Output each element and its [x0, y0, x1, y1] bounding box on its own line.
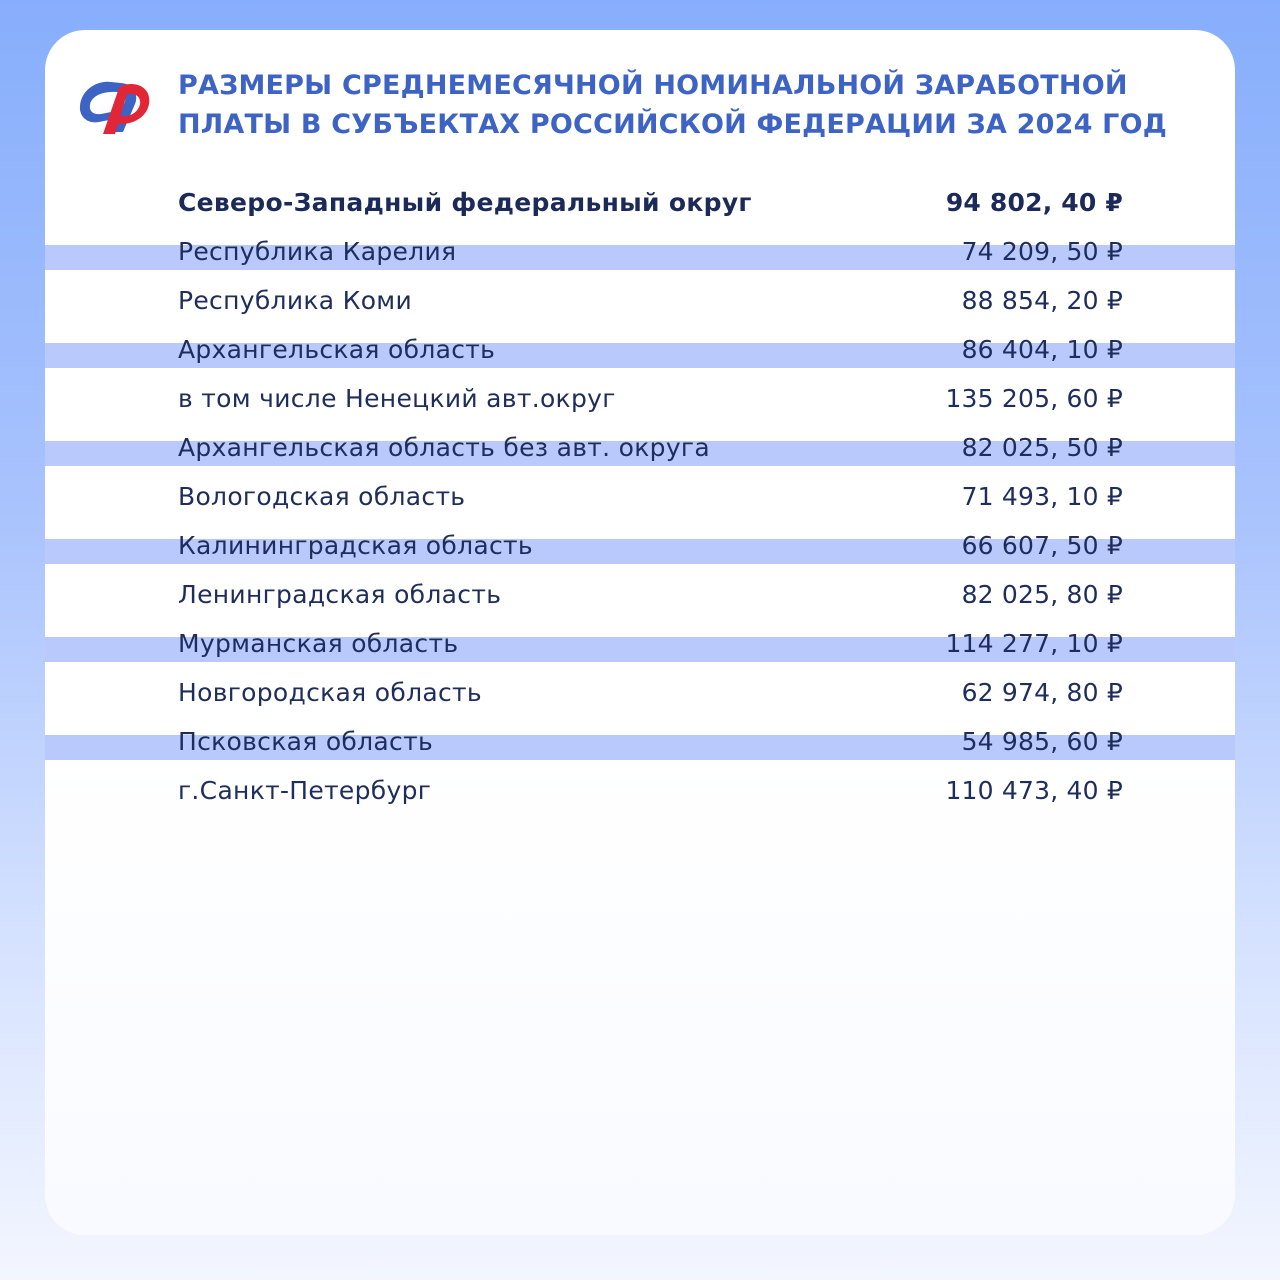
table-row: [45, 429, 1235, 478]
region-name: г.Санкт-Петербург: [178, 776, 432, 805]
region-name: Мурманская область: [178, 629, 459, 658]
table-row: [45, 772, 1235, 821]
table-row: [45, 331, 1235, 380]
salary-value: 62 974, 80 ₽: [961, 678, 1123, 707]
salary-value: 74 209, 50 ₽: [961, 237, 1123, 266]
table-row: [45, 527, 1235, 576]
salary-table: [45, 184, 1235, 821]
salary-value: 114 277, 10 ₽: [945, 629, 1123, 658]
region-name: Новгородская область: [178, 678, 482, 707]
region-name: Ленинградская область: [178, 580, 502, 609]
salary-value: 54 985, 60 ₽: [961, 727, 1123, 756]
region-name: Архангельская область: [178, 335, 496, 364]
table-row: [45, 674, 1235, 723]
salary-value: 110 473, 40 ₽: [945, 776, 1123, 805]
region-name: Вологодская область: [178, 482, 466, 511]
table-row: [45, 380, 1235, 429]
region-name: Архангельская область без авт. округа: [178, 433, 710, 462]
info-card: [45, 30, 1235, 1235]
salary-value: 66 607, 50 ₽: [961, 531, 1123, 560]
table-row-total: [45, 184, 1235, 233]
salary-value: 88 854, 20 ₽: [961, 286, 1123, 315]
salary-value: 86 404, 10 ₽: [961, 335, 1123, 364]
salary-value: 135 205, 60 ₽: [945, 384, 1123, 413]
region-name: Псковская область: [178, 727, 433, 756]
table-row: [45, 723, 1235, 772]
region-name: Северо-Западный федеральный округ: [178, 188, 752, 217]
table-row: [45, 282, 1235, 331]
table-row: [45, 576, 1235, 625]
salary-value: 82 025, 50 ₽: [961, 433, 1123, 462]
sfr-logo-icon: [75, 74, 155, 140]
region-name: Республика Карелия: [178, 237, 457, 266]
title-line-1: РАЗМЕРЫ СРЕДНЕМЕСЯЧНОЙ НОМИНАЛЬНОЙ ЗАРАБОТНОЙ: [178, 70, 1128, 101]
table-row: [45, 625, 1235, 674]
salary-value: 71 493, 10 ₽: [961, 482, 1123, 511]
region-name: Калининградская область: [178, 531, 533, 560]
table-row: [45, 478, 1235, 527]
region-name: в том числе Ненецкий авт.округ: [178, 384, 616, 413]
table-row: [45, 233, 1235, 282]
salary-value: 82 025, 80 ₽: [961, 580, 1123, 609]
salary-value: 94 802, 40 ₽: [945, 188, 1123, 217]
page-title: [178, 66, 1178, 144]
title-line-2: ПЛАТЫ В СУБЪЕКТАХ РОССИЙСКОЙ ФЕДЕРАЦИИ ЗА 2024 ГОД: [178, 109, 1167, 140]
region-name: Республика Коми: [178, 286, 413, 315]
